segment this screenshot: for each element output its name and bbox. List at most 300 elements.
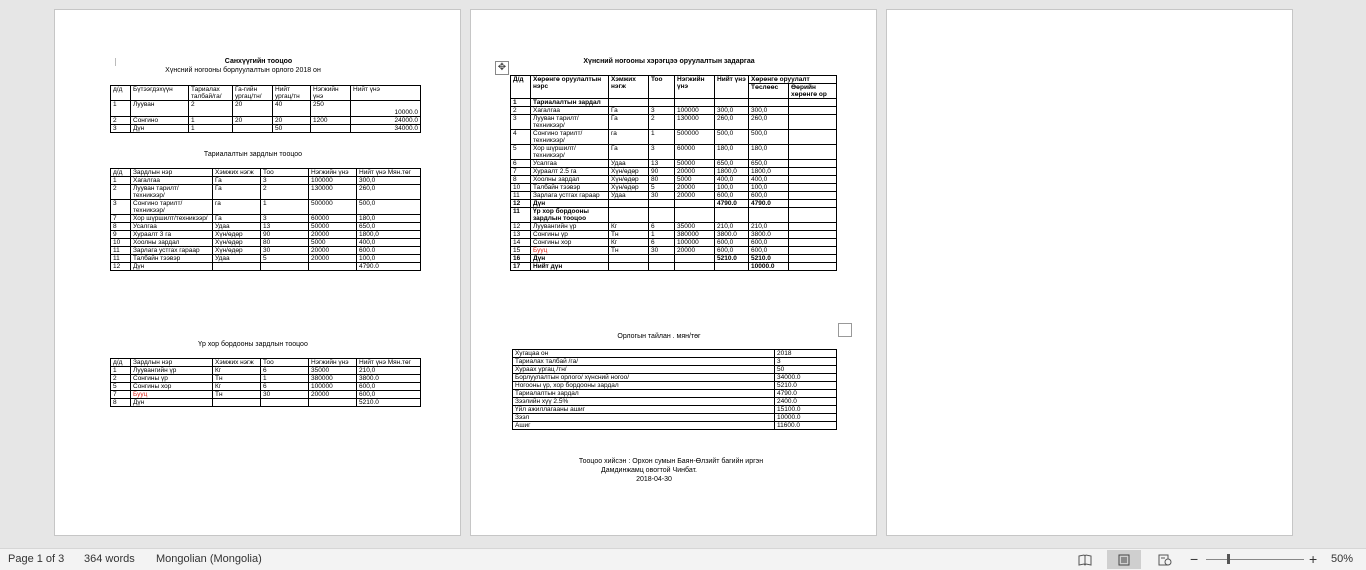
- page1-heading-3: Үр хор бордооны зардлын тооцоо: [198, 341, 308, 348]
- table-cell: Тн: [213, 391, 261, 399]
- table-cell: Хөрөнгө оруулалт: [749, 76, 837, 84]
- table-row: [111, 177, 421, 185]
- table-row: [511, 255, 837, 263]
- table-cell: Зээлийн хүү 2.5%: [513, 398, 775, 406]
- table-cell: 80: [261, 239, 309, 247]
- table-cell: Нэгжийн үнэ: [309, 359, 357, 367]
- table-cell: 3: [649, 145, 675, 160]
- table-row: [513, 366, 837, 374]
- table-cell: Төслөөс: [749, 84, 789, 99]
- table-cell: 8: [511, 176, 531, 184]
- zoom-slider-thumb[interactable]: [1227, 554, 1230, 564]
- table-cell: 20: [233, 117, 273, 125]
- table-row: [111, 200, 421, 215]
- table-cell: 15100.0: [775, 406, 837, 414]
- zoom-slider[interactable]: [1206, 559, 1304, 560]
- web-layout-icon[interactable]: [1148, 550, 1182, 569]
- table-cell: 50: [775, 366, 837, 374]
- table-cell: Нэгжийн үнэ: [675, 76, 715, 99]
- table-cell: [789, 160, 837, 168]
- table-cell: 3: [649, 107, 675, 115]
- table-cell: 50000: [309, 223, 357, 231]
- table-cell: [675, 200, 715, 208]
- table-cell: 20000: [675, 192, 715, 200]
- table-cell: 100000: [309, 177, 357, 185]
- table-row: [111, 399, 421, 407]
- print-layout-icon[interactable]: [1107, 550, 1141, 569]
- table-row: [111, 117, 421, 125]
- table-cell: 2: [511, 107, 531, 115]
- table-cell: 34000.0: [351, 125, 421, 133]
- table-cell: Борлуулалтын орлого/ хүнсний ногоо/: [513, 374, 775, 382]
- table-cell: Тн: [609, 247, 649, 255]
- table-cell: Хагалгаа: [131, 177, 213, 185]
- table-cell: 100,0: [715, 184, 749, 192]
- table-cell: 11: [511, 192, 531, 200]
- table-cell: Хүн/өдөр: [609, 176, 649, 184]
- table-cell: 600,0: [715, 192, 749, 200]
- table-cell: га: [213, 200, 261, 215]
- table-cell: Удаа: [213, 255, 261, 263]
- report-title: Орлогын тайлан . мян/төг: [617, 333, 701, 340]
- table-cell: 6: [649, 239, 675, 247]
- table-cell: 5210.0: [357, 399, 421, 407]
- table-cell: 100,0: [357, 255, 421, 263]
- table-cell: Хураалт 3 га: [131, 231, 213, 239]
- table-cell: Хор шүршилт/техникээр/: [531, 145, 609, 160]
- table-cell: 11: [111, 247, 131, 255]
- table-cell: Д/д: [511, 76, 531, 99]
- table-cell: [789, 200, 837, 208]
- table-row: [111, 223, 421, 231]
- table-cell: Тн: [213, 375, 261, 383]
- table-cell: Тоо: [261, 169, 309, 177]
- table-cell: Тариалалтын зардал: [531, 99, 609, 107]
- table-cell: Сонгино тарилт/техникээр/: [131, 200, 213, 215]
- table-cell: 20000: [309, 255, 357, 263]
- investment-table: [510, 75, 837, 271]
- table-cell: Дүн: [131, 263, 213, 271]
- table-cell: 30: [261, 247, 309, 255]
- table-row: [511, 168, 837, 176]
- table-cell: 1: [111, 177, 131, 185]
- table-cell: 2: [111, 185, 131, 200]
- table-cell: 11600.0: [775, 422, 837, 430]
- table-header-row: [511, 76, 837, 84]
- table-cell: Сонгины үр: [131, 375, 213, 383]
- table-cell: Хоолны зардал: [531, 176, 609, 184]
- table-cell: [789, 255, 837, 263]
- table-cell: 6: [511, 160, 531, 168]
- table-cell: 14: [511, 239, 531, 247]
- table-cell: Хоолны зардал: [131, 239, 213, 247]
- table-cell: Сонгино тарилт/техникээр/: [531, 130, 609, 145]
- table-row: [511, 184, 837, 192]
- table-cell: Кг: [609, 239, 649, 247]
- table-cell: Хөрөнгө оруулалтын нэрс: [531, 76, 609, 99]
- table-cell: 600,0: [749, 192, 789, 200]
- table-cell: Га: [213, 185, 261, 200]
- table-cell: 3800.0: [749, 231, 789, 239]
- word-count[interactable]: 364 words: [84, 553, 135, 565]
- table-cell: 10000.0: [749, 263, 789, 271]
- page1-subtitle: Хүнсний ногооны борлуулалтын орлого 2018 он: [165, 67, 321, 74]
- table-cell: Дүн: [531, 255, 609, 263]
- table-move-handle-icon[interactable]: ✥: [495, 61, 509, 75]
- table-header-row: [111, 359, 421, 367]
- table-cell: Кг: [213, 383, 261, 391]
- table-cell: Га: [213, 215, 261, 223]
- table-cell: Усалгаа: [131, 223, 213, 231]
- table-cell: 600,0: [715, 247, 749, 255]
- table-cell: Хугацаа он: [513, 350, 775, 358]
- table-cell: 7: [111, 391, 131, 399]
- table-cell: 8: [111, 399, 131, 407]
- table-row: [513, 390, 837, 398]
- table-cell: Нэгжийн үнэ: [309, 169, 357, 177]
- table-row: [511, 130, 837, 145]
- table-cell: Кг: [609, 223, 649, 231]
- table-row: [511, 160, 837, 168]
- table-cell: [789, 223, 837, 231]
- table-cell: Бууц: [531, 247, 609, 255]
- table-cell: 20000: [309, 231, 357, 239]
- table-cell: Тариалах талбай/га/: [189, 86, 233, 101]
- table-row: [111, 383, 421, 391]
- table-cell: Хор шүршилт/техникээр/: [131, 215, 213, 223]
- table-cell: Нийт үнэ Мян.төг: [357, 169, 421, 177]
- table-cell: 2018: [775, 350, 837, 358]
- table-cell: 6: [261, 383, 309, 391]
- table-cell: Усалгаа: [531, 160, 609, 168]
- table-cell: Га: [213, 177, 261, 185]
- table-cell: 5210.0: [715, 255, 749, 263]
- table-row: [513, 406, 837, 414]
- table-cell: 10: [511, 184, 531, 192]
- table-cell: Тн: [609, 231, 649, 239]
- page1-title: Санхүүгийн тооцоо: [224, 58, 293, 65]
- table-cell: 20: [233, 101, 273, 117]
- table-cell: 10: [111, 239, 131, 247]
- table-cell: 180,0: [715, 145, 749, 160]
- table-cell: [261, 399, 309, 407]
- table-cell: 1800,0: [715, 168, 749, 176]
- table-cell: 210,0: [357, 367, 421, 375]
- table-cell: 100000: [675, 107, 715, 115]
- table-cell: 500000: [675, 130, 715, 145]
- table-cell: Зээл: [513, 414, 775, 422]
- table-cell: [213, 399, 261, 407]
- table-cell: 1800,0: [749, 168, 789, 176]
- table-cell: 4790.0: [775, 390, 837, 398]
- table-cell: 17: [511, 263, 531, 271]
- table-cell: Дүн: [131, 125, 189, 133]
- table-cell: 3800.0: [357, 375, 421, 383]
- table-cell: 30: [261, 391, 309, 399]
- table-cell: 20000: [675, 168, 715, 176]
- table-cell: 300,0: [357, 177, 421, 185]
- table-cell: [675, 208, 715, 223]
- table-cell: 1: [189, 125, 233, 133]
- table-cell: 7: [111, 215, 131, 223]
- table-cell: Хэмжих нэгж: [213, 359, 261, 367]
- table-header-row: [111, 169, 421, 177]
- table-cell: 30: [649, 247, 675, 255]
- table-cell: 4790.0: [715, 200, 749, 208]
- footer-name: Дамдинжамц овогтой Чинбат.: [601, 467, 697, 474]
- table-cell: 300,0: [749, 107, 789, 115]
- table-cell: Нийт үнэ: [715, 76, 749, 99]
- table-cell: [789, 145, 837, 160]
- table-cell: Га: [609, 107, 649, 115]
- table-cell: Талбайн тээвэр: [131, 255, 213, 263]
- table-row: [111, 367, 421, 375]
- table-cell: 260,0: [749, 115, 789, 130]
- table-cell: 20000: [675, 184, 715, 192]
- table-cell: [649, 263, 675, 271]
- table-cell: [789, 107, 837, 115]
- table-row: [111, 391, 421, 399]
- read-mode-icon[interactable]: [1068, 550, 1102, 569]
- document-page-1[interactable]: [54, 9, 461, 536]
- table-cell: Хагалгаа: [531, 107, 609, 115]
- table-cell: 34000.0: [775, 374, 837, 382]
- table-row: [511, 239, 837, 247]
- table-cell: [715, 99, 749, 107]
- table-cell: [789, 208, 837, 223]
- footer-date: 2018-04-30: [636, 476, 672, 483]
- table-cell: 7: [511, 168, 531, 176]
- table-cell: Нийт дүн: [531, 263, 609, 271]
- table-cell: 3: [261, 215, 309, 223]
- table-cell: [309, 263, 357, 271]
- table-cell: 650,0: [749, 160, 789, 168]
- table-cell: Луувaнгийн үр: [131, 367, 213, 375]
- table-row: [513, 414, 837, 422]
- table-cell: 2: [111, 375, 131, 383]
- table-cell: 50000: [675, 160, 715, 168]
- table-cell: Үйл ажиллагааны ашиг: [513, 406, 775, 414]
- table-cell: 12: [511, 223, 531, 231]
- table-cell: 260,0: [715, 115, 749, 130]
- table-cell: [311, 125, 351, 133]
- table-cell: 20000: [675, 247, 715, 255]
- table-cell: Тариалалтын зардал: [513, 390, 775, 398]
- table-cell: 2: [649, 115, 675, 130]
- table-cell: [789, 239, 837, 247]
- table-cell: 3800.0: [715, 231, 749, 239]
- table-cell: 6: [261, 367, 309, 375]
- table-cell: 15: [511, 247, 531, 255]
- table-cell: Га-гийн ургац/тн/: [233, 86, 273, 101]
- table-cell: [749, 99, 789, 107]
- table-cell: 3: [775, 358, 837, 366]
- table-cell: Луувaн: [131, 101, 189, 117]
- sales-table: [110, 85, 421, 133]
- table-cell: Зардлын нэр: [131, 359, 213, 367]
- table-cell: 2: [261, 185, 309, 200]
- table-cell: 250: [311, 101, 351, 117]
- page-count[interactable]: Page 1 of 3: [8, 553, 65, 565]
- table-cell: [649, 208, 675, 223]
- table-cell: 650,0: [715, 160, 749, 168]
- table-cell: 1200: [311, 117, 351, 125]
- table-cell: Хүн/өдөр: [213, 231, 261, 239]
- table-cell: 1: [261, 375, 309, 383]
- table-row: [511, 176, 837, 184]
- table-cell: 400,0: [715, 176, 749, 184]
- table-row: [111, 375, 421, 383]
- table-cell: 5: [261, 255, 309, 263]
- table-cell: [675, 99, 715, 107]
- table-cell: 1: [261, 200, 309, 215]
- table-cell: 600,0: [749, 247, 789, 255]
- table-row: [111, 263, 421, 271]
- table-cell: 1: [649, 231, 675, 239]
- table-cell: 4790.0: [749, 200, 789, 208]
- table-cell: Хураалт 2.5 га: [531, 168, 609, 176]
- table-cell: 35000: [309, 367, 357, 375]
- table-cell: [609, 263, 649, 271]
- table-cell: 60000: [675, 145, 715, 160]
- table-cell: Хүн/өдөр: [609, 168, 649, 176]
- table-cell: 2: [111, 117, 131, 125]
- table-cell: 4: [511, 130, 531, 145]
- table-cell: Нэгжийн үнэ: [311, 86, 351, 101]
- table-row: [111, 255, 421, 263]
- table-cell: [649, 99, 675, 107]
- seed-fertilizer-table: [110, 358, 421, 407]
- table-cell: Сонгино: [131, 117, 189, 125]
- table-cell: 20: [273, 117, 311, 125]
- table-cell: Талбайн тээвэр: [531, 184, 609, 192]
- language-indicator[interactable]: Mongolian (Mongolia): [156, 553, 262, 565]
- page1-heading-2: Тариалалтын зардлын тооцоо: [203, 151, 303, 158]
- table-cell: 90: [649, 168, 675, 176]
- table-row: [111, 231, 421, 239]
- table-row: [511, 231, 837, 239]
- table-row: [511, 263, 837, 271]
- table-cell: Нийт үнэ Мян.төг: [357, 359, 421, 367]
- table-cell: 12: [511, 200, 531, 208]
- table-cell: 2: [189, 101, 233, 117]
- table-cell: [261, 263, 309, 271]
- table-cell: 500,0: [715, 130, 749, 145]
- table-cell: 50: [273, 125, 311, 133]
- table-cell: Ногооны үр, хор бордооны зардал: [513, 382, 775, 390]
- table-cell: Дүн: [531, 200, 609, 208]
- table-cell: Зардлын нэр: [131, 169, 213, 177]
- table-cell: 11: [511, 208, 531, 223]
- table-cell: 10000.0: [775, 414, 837, 422]
- table-cell: 2400.0: [775, 398, 837, 406]
- table-cell: Хэмжих нэгж: [213, 169, 261, 177]
- table-cell: Удаа: [609, 160, 649, 168]
- table-cell: 3: [261, 177, 309, 185]
- table-cell: 5000: [675, 176, 715, 184]
- table-row: [111, 125, 421, 133]
- table-cell: Луувaнгийн үр: [531, 223, 609, 231]
- table-cell: Хүн/өдөр: [213, 247, 261, 255]
- table-cell: 600,0: [357, 383, 421, 391]
- table-cell: Кг: [213, 367, 261, 375]
- table-cell: 180,0: [357, 215, 421, 223]
- table-row: [111, 247, 421, 255]
- table-cell: 500,0: [357, 200, 421, 215]
- table-cell: 16: [511, 255, 531, 263]
- table-row: [511, 200, 837, 208]
- income-report-table: [512, 349, 837, 430]
- table-cell: 380000: [675, 231, 715, 239]
- table-cell: 100000: [675, 239, 715, 247]
- planting-costs-table: [110, 168, 421, 271]
- document-page-2[interactable]: [470, 9, 877, 536]
- table-cell: [675, 263, 715, 271]
- table-cell: [609, 255, 649, 263]
- zoom-level[interactable]: 50%: [1331, 553, 1354, 565]
- table-cell: 180,0: [749, 145, 789, 160]
- document-page-3[interactable]: [886, 9, 1293, 536]
- table-cell: 5: [649, 184, 675, 192]
- table-cell: [715, 208, 749, 223]
- table-cell: 60000: [309, 215, 357, 223]
- table-cell: 13: [649, 160, 675, 168]
- table-cell: [789, 247, 837, 255]
- table-row: [513, 350, 837, 358]
- table-cell: 3: [111, 125, 131, 133]
- table-cell: [213, 263, 261, 271]
- table-cell: [609, 200, 649, 208]
- table-cell: Тоо: [649, 76, 675, 99]
- table-cell: 600,0: [749, 239, 789, 247]
- table-cell: Хэмжих нэгж: [609, 76, 649, 99]
- table-cell: [789, 130, 837, 145]
- table-cell: д/д: [111, 86, 131, 101]
- table-cell: 8: [111, 223, 131, 231]
- table-cell: [789, 115, 837, 130]
- table-cell: Зарлага устгах гараар: [531, 192, 609, 200]
- table-cell: д/д: [111, 359, 131, 367]
- table-cell: [675, 255, 715, 263]
- table-cell: 5210.0: [775, 382, 837, 390]
- table-cell: 90: [261, 231, 309, 239]
- table-row: [511, 192, 837, 200]
- table-cell: Бүтээгдэхүүн: [131, 86, 189, 101]
- zoom-in-button[interactable]: +: [1309, 551, 1318, 567]
- table-cell: 400,0: [357, 239, 421, 247]
- table-cell: [649, 255, 675, 263]
- table-cell: Сонгины үр: [531, 231, 609, 239]
- table-cell: 650,0: [357, 223, 421, 231]
- table-cell: 1: [511, 99, 531, 107]
- table-cell: 100,0: [749, 184, 789, 192]
- table-cell: Хураах ургац /тн/: [513, 366, 775, 374]
- table-cell: [649, 200, 675, 208]
- table-cell: Удаа: [609, 192, 649, 200]
- table-cell: Бууц: [131, 391, 213, 399]
- table-cell: 400,0: [749, 176, 789, 184]
- table-cell: 600,0: [715, 239, 749, 247]
- zoom-out-button[interactable]: −: [1190, 551, 1199, 567]
- table-cell: Га: [609, 145, 649, 160]
- table-cell: Хүн/өдөр: [213, 239, 261, 247]
- table-cell: 1: [111, 101, 131, 117]
- table-row: [513, 358, 837, 366]
- table-row: [111, 239, 421, 247]
- table-cell: 5: [511, 145, 531, 160]
- table-row: [511, 208, 837, 223]
- table-row: [111, 185, 421, 200]
